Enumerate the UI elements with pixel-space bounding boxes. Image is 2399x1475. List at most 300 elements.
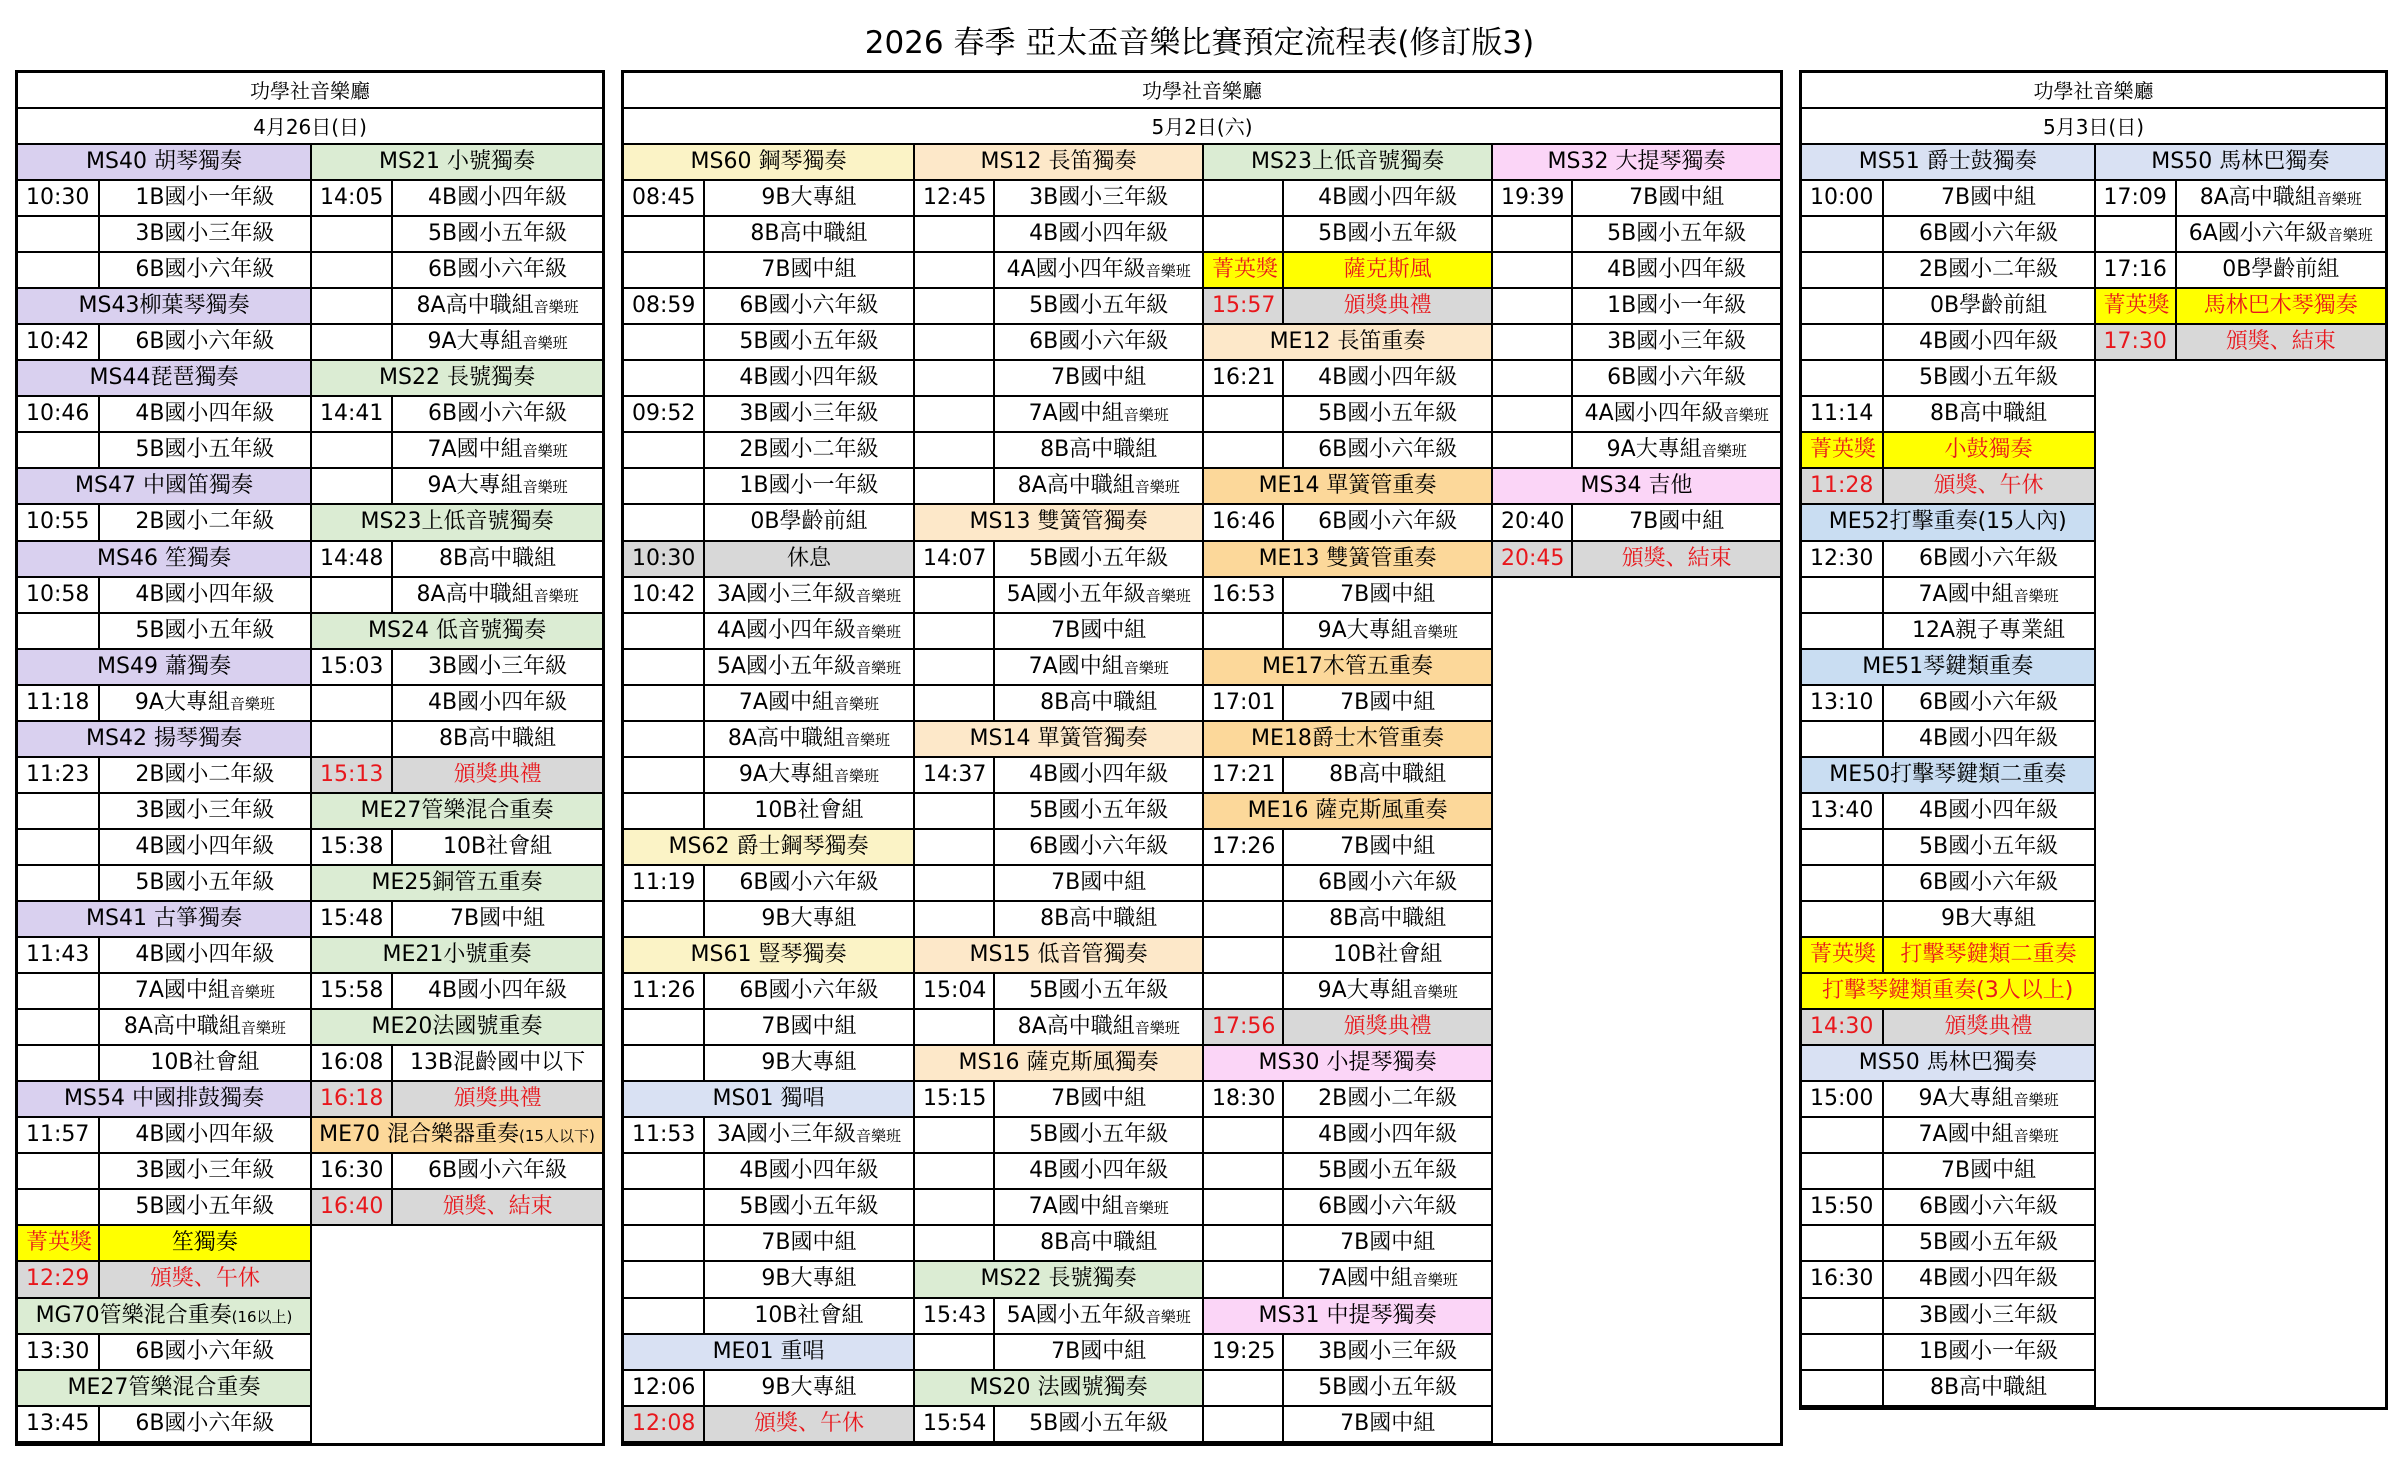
group-cell — [1284, 902, 1491, 936]
event-header-row — [915, 145, 1202, 181]
schedule-row — [1493, 433, 1780, 469]
time-cell — [18, 1154, 100, 1188]
event-title-note: (15人以下) — [519, 1127, 595, 1146]
group-text: 4A國小四年級 — [716, 617, 856, 643]
group-text: 4B國小四年級 — [739, 365, 879, 391]
event-header-row — [915, 1371, 1202, 1407]
event-title-text: ME50打擊琴鍵類二重奏 — [1829, 761, 2067, 787]
schedule-row — [312, 650, 602, 686]
schedule-row — [312, 1082, 602, 1118]
event-header-row — [312, 866, 602, 902]
group-cell — [705, 1299, 913, 1333]
schedule-row — [624, 1299, 913, 1335]
group-text: 1B國小一年級 — [1607, 293, 1747, 319]
time-cell — [1204, 974, 1284, 1008]
event-title — [1204, 145, 1491, 179]
group-cell — [1884, 794, 2094, 828]
time-cell: 15:58 — [312, 974, 393, 1008]
time-cell: 15:03 — [312, 650, 393, 684]
group-cell — [995, 866, 1202, 900]
schedule-column — [2094, 145, 2386, 1407]
time-cell: 13:40 — [1802, 794, 1884, 828]
event-title — [312, 794, 602, 828]
group-text: 5B國小五年級 — [135, 869, 275, 895]
group-text: 5B國小五年級 — [1318, 1374, 1458, 1400]
schedule-may3 — [1799, 70, 2388, 1410]
group-text: 5B國小五年級 — [135, 617, 275, 643]
event-title-text: MS22 長號獨奏 — [379, 365, 535, 391]
group-cell — [705, 433, 913, 467]
group-cell — [1884, 1190, 2094, 1224]
event-title — [312, 361, 602, 395]
time-cell: 16:53 — [1204, 578, 1284, 612]
group-text: 6B國小六年級 — [428, 257, 568, 283]
time-cell: 12:29 — [18, 1262, 100, 1296]
group-cell — [995, 1335, 1202, 1369]
group-text: 4B國小四年級 — [1919, 797, 2059, 823]
group-cell — [1573, 361, 1780, 395]
group-cell — [995, 253, 1202, 287]
group-cell — [2177, 253, 2385, 287]
time-cell — [624, 650, 705, 684]
event-header-row — [624, 1082, 913, 1118]
group-text: 3B國小三年級 — [739, 401, 879, 427]
schedule-row — [915, 433, 1202, 469]
group-cell — [1284, 433, 1491, 467]
time-cell — [915, 830, 995, 864]
group-text: 7A國中組 — [1918, 581, 2014, 607]
group-text: 8A高中職組 — [727, 725, 845, 751]
time-cell: 15:54 — [915, 1407, 995, 1441]
schedule-row — [1493, 181, 1780, 217]
group-text: 7A國中組 — [1028, 653, 1124, 679]
time-cell — [915, 217, 995, 251]
group-text: 6B國小六年級 — [1919, 221, 2059, 247]
time-cell — [624, 217, 705, 251]
group-cell — [1573, 253, 1780, 287]
schedule-column — [624, 145, 913, 1443]
event-title-text: ME16 薩克斯風重奏 — [1247, 797, 1448, 823]
schedule-row — [915, 1407, 1202, 1443]
group-cell — [995, 650, 1202, 684]
event-title — [624, 145, 913, 179]
group-cell — [1573, 181, 1780, 215]
time-cell — [1493, 397, 1573, 431]
group-cell — [1284, 1371, 1491, 1405]
event-header-row — [1204, 325, 1491, 361]
group-cell — [705, 289, 913, 323]
group-text: 1B國小一年級 — [135, 185, 275, 211]
group-text: 4B國小四年級 — [1318, 365, 1458, 391]
schedule-row — [915, 758, 1202, 794]
group-text: 9B大專組 — [1941, 905, 2037, 931]
page-title: 2026 春季 亞太盃音樂比賽預定流程表(修訂版3) — [864, 25, 1535, 61]
event-title — [915, 1262, 1202, 1296]
group-text: 6B國小六年級 — [1919, 689, 2059, 715]
schedule-row — [18, 433, 310, 469]
event-header-row — [1493, 145, 1780, 181]
schedule-row — [312, 217, 602, 253]
group-text: 7B國中組 — [761, 1230, 857, 1256]
schedule-row — [915, 578, 1202, 614]
event-title — [1204, 1299, 1491, 1333]
group-cell — [1284, 1118, 1491, 1152]
group-cell — [100, 1262, 310, 1296]
group-note: 音樂班 — [1412, 622, 1458, 641]
group-text: 5B國小五年級 — [1607, 221, 1747, 247]
group-text: 7B國中組 — [1941, 1158, 2037, 1184]
group-cell — [995, 397, 1202, 431]
group-text: 8A高中職組 — [416, 581, 534, 607]
schedule-row — [915, 469, 1202, 505]
event-header-row — [1802, 758, 2094, 794]
event-title-text: MS60 鋼琴獨奏 — [690, 149, 847, 174]
group-note: 音樂班 — [1123, 1199, 1169, 1218]
group-text: 4B國小四年級 — [135, 942, 275, 968]
group-note: 音樂班 — [2316, 190, 2362, 209]
event-title — [1802, 505, 2094, 539]
time-cell — [915, 469, 995, 503]
schedule-row — [624, 650, 913, 686]
group-text: 9A大專組 — [738, 761, 834, 787]
group-cell — [393, 650, 602, 684]
group-cell — [1884, 614, 2094, 648]
time-cell — [1802, 1371, 1884, 1405]
event-title — [1204, 325, 1491, 359]
group-text: 8B高中職組 — [1930, 401, 2048, 427]
schedule-row — [915, 686, 1202, 722]
time-cell — [624, 1154, 705, 1188]
time-cell — [915, 397, 995, 431]
group-note: 音樂班 — [2327, 226, 2373, 245]
group-cell — [393, 217, 602, 251]
time-cell — [1204, 1262, 1284, 1296]
time-cell: 11:18 — [18, 686, 100, 720]
event-title — [18, 289, 310, 323]
schedule-row — [915, 902, 1202, 938]
event-header-row — [18, 650, 310, 686]
group-cell — [1284, 1154, 1491, 1188]
event-title — [312, 866, 602, 900]
schedule-row — [1802, 902, 2094, 938]
schedule-row — [624, 469, 913, 505]
group-note: 音樂班 — [1145, 262, 1191, 281]
time-cell — [1802, 361, 1884, 395]
time-cell: 11:26 — [624, 974, 705, 1008]
group-cell — [705, 758, 913, 792]
time-cell: 菁英獎 — [2096, 289, 2177, 323]
group-cell — [705, 1010, 913, 1044]
group-text: 7B國中組 — [1051, 365, 1147, 391]
schedule-row — [915, 542, 1202, 578]
time-cell: 12:30 — [1802, 542, 1884, 576]
group-cell — [1884, 181, 2094, 215]
group-cell — [393, 758, 602, 792]
group-cell — [995, 181, 1202, 215]
group-text: 4A國小四年級 — [1006, 257, 1146, 283]
time-cell — [624, 433, 705, 467]
group-cell — [1284, 1082, 1491, 1116]
date-label: 5月2日(六) — [624, 109, 1780, 145]
time-cell — [312, 722, 393, 756]
group-text: 7B國中組 — [1629, 185, 1725, 211]
group-text: 頒獎、午休 — [1933, 473, 2044, 499]
event-header-row — [312, 361, 602, 397]
group-cell — [100, 1335, 310, 1369]
group-cell — [705, 1190, 913, 1224]
group-text: 5B國小五年級 — [1029, 1122, 1169, 1148]
schedule-row — [1802, 722, 2094, 758]
group-cell — [1884, 1262, 2094, 1296]
group-text: 6B國小六年級 — [428, 1158, 568, 1184]
event-header-row — [18, 469, 310, 505]
time-cell — [624, 794, 705, 828]
event-header-row — [1204, 722, 1491, 758]
schedule-row — [1802, 181, 2094, 217]
event-title-text: ME13 雙簧管重奏 — [1258, 545, 1437, 571]
group-text: 9A大專組 — [1317, 617, 1413, 643]
schedule-row — [18, 830, 310, 866]
event-title-text: MS34 吉他 — [1580, 473, 1693, 499]
event-title — [18, 469, 310, 503]
group-cell — [100, 614, 310, 648]
schedule-row — [2096, 325, 2386, 361]
group-text: 8A高中職組 — [123, 1014, 241, 1040]
group-text: 頒獎典禮 — [1343, 293, 1432, 319]
event-header-row — [624, 1335, 913, 1371]
schedule-row — [624, 181, 913, 217]
group-cell — [1284, 866, 1491, 900]
event-title-text: MS42 揚琴獨奏 — [86, 725, 242, 751]
event-header-row — [1204, 469, 1491, 505]
group-cell — [1884, 578, 2094, 612]
group-note: 音樂班 — [1123, 406, 1169, 425]
schedule-row — [1802, 1335, 2094, 1371]
schedule-row — [1802, 361, 2094, 397]
time-cell: 19:39 — [1493, 181, 1573, 215]
group-cell — [1284, 1262, 1491, 1296]
time-cell — [18, 974, 100, 1008]
time-cell — [915, 902, 995, 936]
group-text: 5B國小五年級 — [1318, 221, 1458, 247]
group-text: 頒獎、午休 — [753, 1410, 864, 1436]
group-cell — [1573, 397, 1780, 431]
event-title — [1204, 722, 1491, 756]
group-cell — [705, 181, 913, 215]
event-title-text: MS23上低音號獨奏 — [360, 509, 554, 535]
event-title-text: MS23上低音號獨奏 — [1251, 149, 1444, 174]
schedule-row — [1802, 794, 2094, 830]
time-cell — [915, 794, 995, 828]
time-cell — [1204, 902, 1284, 936]
group-text: 3B國小三年級 — [428, 653, 568, 679]
group-text: 4B國小四年級 — [739, 1158, 879, 1184]
schedule-column — [1491, 145, 1780, 1443]
event-header-row — [18, 145, 310, 181]
group-cell — [2177, 217, 2385, 251]
group-text: 4B國小四年級 — [135, 401, 275, 427]
time-cell: 08:45 — [624, 181, 705, 215]
schedule-row — [1204, 433, 1491, 469]
group-note: 音樂班 — [1123, 658, 1169, 677]
group-cell — [1284, 830, 1491, 864]
event-title-text: MS40 胡琴獨奏 — [86, 149, 242, 174]
group-cell — [393, 397, 602, 431]
schedule-row — [18, 686, 310, 722]
group-cell — [393, 974, 602, 1008]
event-title — [18, 361, 310, 395]
time-cell: 16:08 — [312, 1046, 393, 1080]
group-text: 2B國小二年級 — [1318, 1086, 1458, 1112]
group-text: 10B社會組 — [150, 1050, 260, 1076]
group-note: 音樂班 — [522, 442, 568, 461]
time-cell: 10:42 — [624, 578, 705, 612]
event-header-row — [624, 938, 913, 974]
group-text: 7A國中組 — [1028, 1194, 1124, 1220]
schedule-row — [624, 902, 913, 938]
time-cell: 20:40 — [1493, 505, 1573, 539]
group-cell — [100, 686, 310, 720]
group-text: 5B國小五年級 — [1029, 1410, 1169, 1436]
time-cell — [1204, 181, 1284, 215]
group-text: 7B國中組 — [1340, 689, 1436, 715]
time-cell — [1493, 433, 1573, 467]
group-text: 7B國中組 — [1340, 1410, 1436, 1436]
group-text: 4B國小四年級 — [1919, 725, 2059, 751]
time-cell — [1802, 722, 1884, 756]
schedule-row — [18, 938, 310, 974]
schedule-row — [915, 1082, 1202, 1118]
schedule-row — [915, 1118, 1202, 1154]
group-cell — [100, 1154, 310, 1188]
time-cell — [18, 253, 100, 287]
time-cell: 15:48 — [312, 902, 393, 936]
event-title — [18, 1082, 310, 1116]
group-cell — [100, 1190, 310, 1224]
schedule-column — [913, 145, 1202, 1443]
schedule-row — [1802, 325, 2094, 361]
group-cell — [100, 794, 310, 828]
time-cell: 15:00 — [1802, 1082, 1884, 1116]
schedule-row — [1802, 1010, 2094, 1046]
date-label: 4月26日(日) — [18, 109, 602, 145]
group-text: 9A大專組 — [427, 473, 523, 499]
event-title-text: MS15 低音管獨奏 — [969, 942, 1148, 968]
event-title-text: MS61 豎琴獨奏 — [690, 942, 847, 968]
time-cell: 18:30 — [1204, 1082, 1284, 1116]
time-cell — [624, 1299, 705, 1333]
group-note: 音樂班 — [1701, 442, 1747, 461]
schedule-row — [18, 1010, 310, 1046]
schedule-row — [312, 253, 602, 289]
schedule-row — [624, 1190, 913, 1226]
group-text: 6B國小六年級 — [739, 293, 879, 319]
event-title-text: ME51琴鍵類重奏 — [1862, 653, 2034, 679]
group-cell — [1284, 758, 1491, 792]
schedule-row — [1204, 253, 1491, 289]
time-cell — [312, 217, 393, 251]
group-cell — [1884, 397, 2094, 431]
time-cell: 11:57 — [18, 1118, 100, 1152]
time-cell: 16:30 — [1802, 1262, 1884, 1296]
group-cell — [1573, 542, 1780, 576]
group-cell — [100, 830, 310, 864]
group-cell — [393, 686, 602, 720]
event-title-text: MS22 長號獨奏 — [980, 1266, 1137, 1292]
schedule-row — [1204, 1154, 1491, 1190]
group-cell — [1573, 289, 1780, 323]
event-header-row — [312, 1118, 602, 1154]
event-header-row — [312, 145, 602, 181]
group-cell — [100, 1046, 310, 1080]
schedule-row — [1802, 938, 2094, 974]
schedule-row — [624, 722, 913, 758]
group-cell — [995, 758, 1202, 792]
event-title-text: ME12 長笛重奏 — [1269, 329, 1426, 355]
schedule-row — [1493, 397, 1780, 433]
group-text: 8B高中職組 — [1040, 437, 1158, 463]
group-text: 6B國小六年級 — [1318, 437, 1458, 463]
time-cell — [1802, 902, 1884, 936]
group-cell — [393, 289, 602, 323]
schedule-row — [18, 1407, 310, 1443]
time-cell — [18, 1190, 100, 1224]
time-cell — [915, 325, 995, 359]
group-cell — [705, 469, 913, 503]
event-title — [624, 938, 913, 972]
schedule-row — [1204, 758, 1491, 794]
schedule-row — [1802, 1262, 2094, 1298]
group-text: 7B國中組 — [1340, 833, 1436, 859]
time-cell: 17:30 — [2096, 325, 2177, 359]
schedule-row — [2096, 181, 2386, 217]
group-cell — [393, 830, 602, 864]
event-title — [312, 938, 602, 972]
group-text: 7B國中組 — [1051, 617, 1147, 643]
time-cell — [1493, 253, 1573, 287]
schedule-row — [1204, 578, 1491, 614]
group-cell — [705, 686, 913, 720]
group-cell — [393, 433, 602, 467]
group-note: 音樂班 — [833, 766, 879, 785]
group-cell — [995, 686, 1202, 720]
time-cell: 10:30 — [18, 181, 100, 215]
time-cell: 15:43 — [915, 1299, 995, 1333]
time-cell — [624, 902, 705, 936]
group-cell — [995, 1407, 1202, 1441]
schedule-row — [1204, 1118, 1491, 1154]
time-cell — [1802, 217, 1884, 251]
group-text: 8B高中職組 — [1329, 905, 1447, 931]
group-text: 3B國小三年級 — [1919, 1302, 2059, 1328]
group-cell — [2177, 289, 2385, 323]
group-text: 6B國小六年級 — [135, 1338, 275, 1364]
group-cell — [1884, 542, 2094, 576]
schedule-row — [915, 1299, 1202, 1335]
group-text: 8B高中職組 — [439, 545, 557, 571]
event-header-row — [18, 361, 310, 397]
group-text: 7A國中組 — [427, 437, 523, 463]
group-text: 頒獎、結束 — [442, 1194, 553, 1220]
group-text: 5B國小五年級 — [739, 1194, 879, 1220]
time-cell: 14:41 — [312, 397, 393, 431]
group-cell — [1884, 830, 2094, 864]
group-text: 頒獎典禮 — [453, 1086, 542, 1112]
schedule-row — [312, 1154, 602, 1190]
group-text: 6B國小六年級 — [1318, 1194, 1458, 1220]
time-cell: 12:06 — [624, 1371, 705, 1405]
schedule-row — [915, 397, 1202, 433]
